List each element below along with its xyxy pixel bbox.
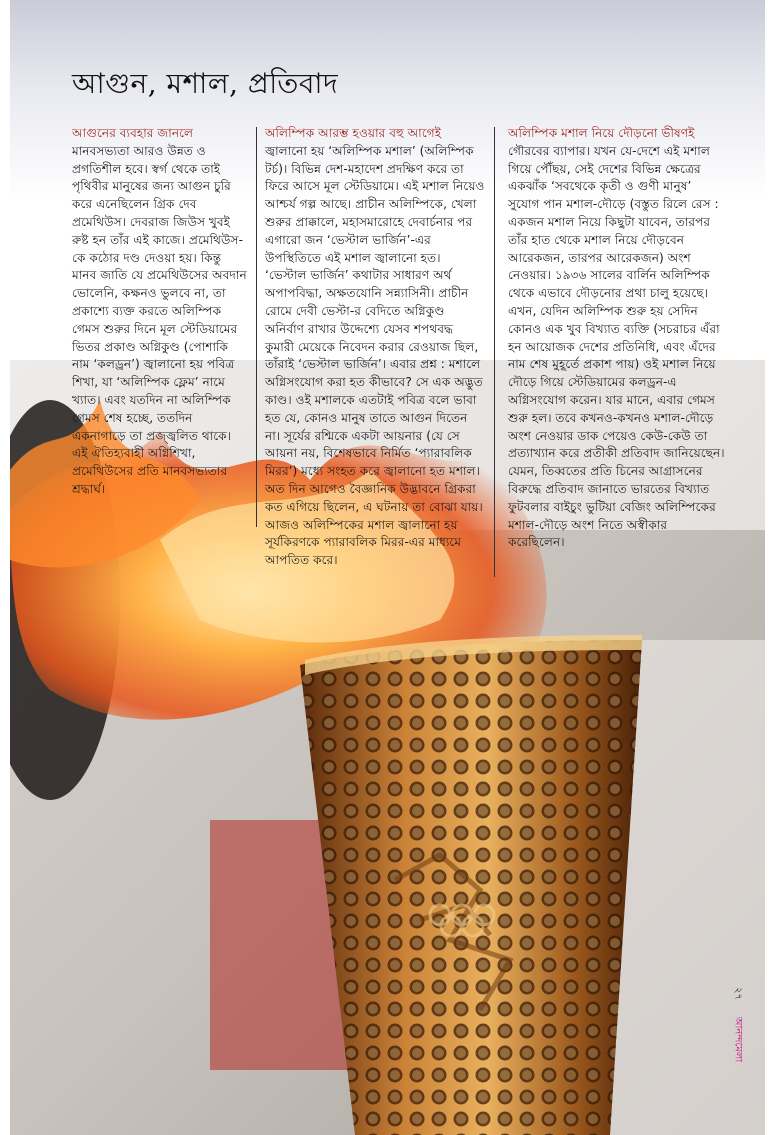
article-column-3 (508, 125, 726, 552)
page-folio (727, 985, 747, 1063)
column-divider-1 (256, 127, 257, 527)
column-2-body: জ্বালানো হয় ‘অলিম্পিক মশাল’ (অলিম্পিক টর্চ)। বিভিন্ন দেশ-মহাদেশ প্রদক্ষিণ করে তা ফিরে আসে মূল স্টেডিয়ামে। এই মশাল নিয়েও আশ্চর্য গল্প আছে। প্রাচীন অলিম্পিকে, খেলা শুরুর প্রাক্কালে, মহাসমারোহে দেবার্চনার পর এগারো জন ‘ভেস্টাল ভার্জিন’-এর উপস্থিতিতে এই মশাল জ্বালানো হত। ‘ভেস্টাল ভার্জিন’ কথাটার সাধারণ অর্থ অপাপবিদ্ধা, অক্ষতযোনি সন্ন্যাসিনী। প্রাচীন রোমে দেবী ভেস্টা-র বেদিতে অগ্নিকুণ্ড অনির্বাণ রাখার উদ্দেশ্যে যেসব শপথবদ্ধ কুমারী মেয়েকে নিবেদন করার রেওয়াজ ছিল, তাঁরাই ‘ভেস্টাল ভার্জিন’। এবার প্রশ্ন : মশালে অগ্নিসংযোগ করা হত কীভাবে? সে এক অদ্ভুত কাণ্ড। ওই মশালকে এতটাই পবিত্র বলে ভাবা হত যে, কোনও মানুষ তাতে আগুন দিতেন না। সূর্যের রশ্মিকে একটা আয়নার (যে সে আয়না নয়, বিশেষভাবে নির্মিত ‘প্যারাবলিক মিরর’) মধ্যে সংহত করে জ্বালানো হত মশাল। অত দিন আগেও বৈজ্ঞানিক উদ্ভাবনে গ্রিকরা কত এগিয়ে ছিলেন, এ ঘটনায় তা বোঝা যায়। আজও অলিম্পিকের মশাল জ্বালানো হয় সূর্যকিরণকে প্যারাবলিক মিরর-এর মাধ্যমে আপতিত করে। (265, 143, 485, 568)
column-divider-2 (494, 127, 495, 577)
article-column-1 (72, 125, 248, 499)
page-number: ২৭ (732, 986, 744, 1000)
column-3-subhead: অলিম্পিক মশাল নিয়ে দৌড়নো ভীষণই (508, 126, 695, 140)
column-3-body: গৌরবের ব্যাপার। যখন যে-দেশে এই মশাল গিয়ে পৌঁছয়, সেই দেশের বিভিন্ন ক্ষেত্রের একঝাঁক ‘সবথেকে কৃতী ও গুণী মানুষ’ সুযোগ পান মশাল-দৌড়ে (বস্তুত রিলে রেস : একজন মশাল নিয়ে কিছুটা যাবেন, তারপর তাঁর হাত থেকে মশাল নিয়ে দৌড়বেন আরেকজন, তারপর আরেকজন) অংশ নেওয়ার। ১৯৩৬ সালের বার্লিন অলিম্পিক থেকে এভাবে দৌড়নোর প্রথা চালু হয়েছে। এখন, যেদিন অলিম্পিক শুরু হয় সেদিন কোনও এক খুব বিখ্যাত ব্যক্তি (সচরাচর এঁরা হন আয়োজক দেশের প্রতিনিধি, এবং এঁদের নাম শেষ মুহূর্তে প্রকাশ পায়) ওই মশাল নিয়ে দৌড়ে গিয়ে স্টেডিয়ামের কলড্রন-এ অগ্নিসংযোগ করেন। যার মানে, এবার গেমস শুরু হল। তবে কখনও-কখনও মশাল-দৌড়ে অংশ নেওয়ার ডাক পেয়েও কেউ-কেউ তা প্রত্যাখ্যান করে প্রতীকী প্রতিবাদ জানিয়েছেন। যেমন, তিব্বতের প্রতি চিনের আগ্রাসনের বিরুদ্ধে প্রতিবাদ জানাতে ভারতের বিখ্যাত ফুটবলার বাইচুং ভুটিয়া বেজিং অলিম্পিকের মশাল-দৌড়ে অংশ নিতে অস্বীকার করেছিলেন। (508, 143, 725, 550)
column-1-subhead: আগুনের ব্যবহার জানলে (72, 126, 194, 140)
article-column-2 (265, 125, 485, 570)
article-title: আগুন, মশাল, প্রতিবাদ (72, 67, 339, 100)
column-2-subhead: অলিম্পিক আরম্ভ হওয়ার বহু আগেই (265, 126, 442, 140)
column-1-body: মানবসভ্যতা আরও উন্নত ও প্রগতিশীল হবে। স্বর্গ থেকে তাই পৃথিবীর মানুষের জন্য আগুন চুরি করে এনেছিলেন গ্রিক দেব প্রমেথিউস। দেবরাজ জিউস খুবই রুষ্ট হন তাঁর এই কাজে। প্রমেথিউস-কে কঠোর দণ্ড দেওয়া হয়। কিন্তু মানব জাতি যে প্রমেথিউসের অবদান ভোলেনি, কক্ষনও ভুলবে না, তা প্রকাশ্যে ব্যক্ত করতে অলিম্পিক গেমস শুরুর দিনে মূল স্টেডিয়ামের ভিতর প্রকাণ্ড অগ্নিকুণ্ড (পোশাকি নাম ‘কলড্রন’) জ্বালানো হয় পবিত্র শিখা, যা ‘অলিম্পিক ফ্লেম’ নামে খ্যাত। এবং যতদিন না অলিম্পিক গেমস শেষ হচ্ছে, ততদিন একনাগাড়ে তা প্রজ্জ্বলিত থাকে। এই ঐতিহ্যবাহী অগ্নিশিখা, প্রমেথিউসের প্রতি মানবসভ্যতার শ্রদ্ধার্ঘ। (72, 143, 247, 496)
magazine-name: আনন্দমেলা (732, 1016, 744, 1063)
